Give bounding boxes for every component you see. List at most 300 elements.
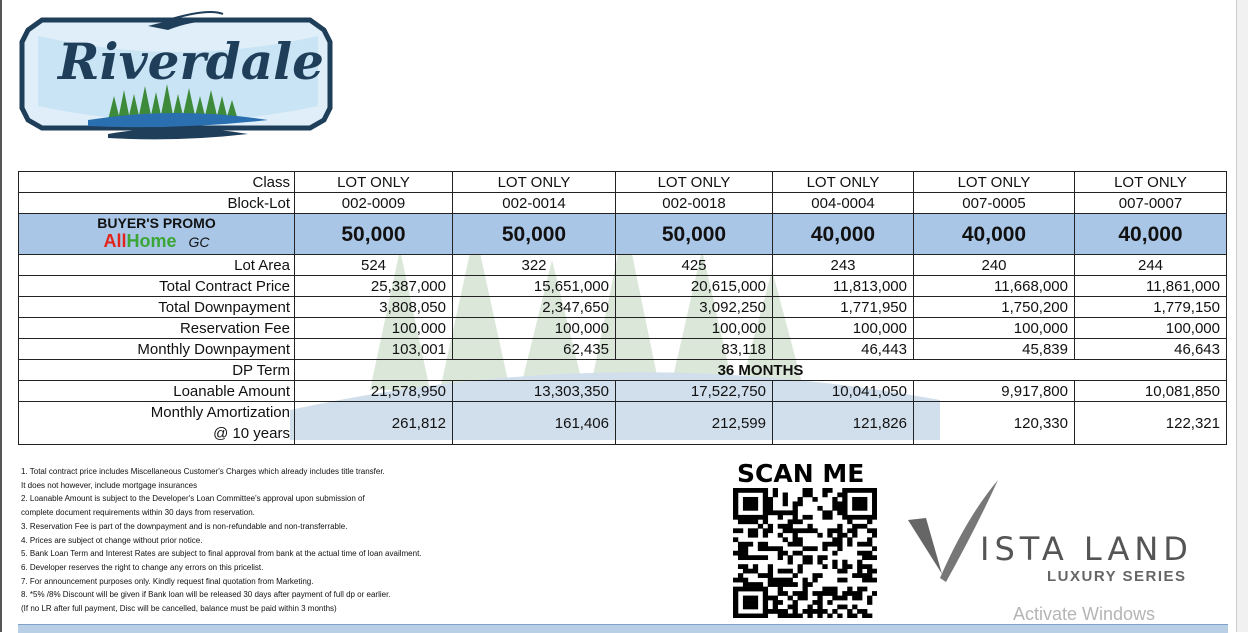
qr-module	[822, 555, 827, 560]
label-loanable: Loanable Amount	[19, 381, 295, 402]
qr-module	[773, 605, 778, 610]
note-line: (If no LR after full payment, Disc will be cancelled, balance must be paid within 3 months)	[21, 604, 337, 614]
qr-module	[778, 587, 783, 592]
qr-module	[803, 591, 808, 596]
qr-module	[753, 600, 758, 605]
brand-home: Home	[126, 231, 177, 251]
qr-module	[852, 488, 857, 493]
qr-module	[857, 591, 862, 596]
qr-module	[852, 506, 857, 511]
row-total-downpayment	[19, 297, 1227, 318]
qr-module	[733, 501, 738, 506]
qr-module	[783, 537, 788, 542]
qr-module	[857, 573, 862, 578]
qr-module	[832, 564, 837, 569]
qr-module	[753, 582, 758, 587]
qr-module	[768, 564, 773, 569]
qr-module	[793, 605, 798, 610]
qr-module	[862, 524, 867, 529]
qr-module	[788, 524, 793, 529]
qr-module	[857, 515, 862, 520]
row-class	[19, 172, 1227, 193]
qr-module	[793, 600, 798, 605]
qr-module	[763, 573, 768, 578]
qr-module	[852, 497, 857, 502]
qr-module	[733, 578, 738, 583]
qr-module	[758, 546, 763, 551]
qr-module	[743, 587, 748, 592]
qr-module	[798, 542, 803, 547]
qr-module	[872, 546, 877, 551]
qr-module	[743, 501, 748, 506]
cell-loanable: 10,081,850	[1075, 381, 1227, 402]
qr-module	[733, 587, 738, 592]
qr-module	[798, 564, 803, 569]
qr-module	[867, 596, 872, 601]
qr-module	[758, 488, 763, 493]
qr-module	[768, 569, 773, 574]
qr-module	[862, 614, 867, 618]
cell-tcp: 15,651,000	[453, 276, 616, 297]
qr-module	[768, 573, 773, 578]
qr-module	[857, 560, 862, 565]
qr-module	[788, 519, 793, 524]
qr-module	[738, 528, 743, 533]
cell-monthly-dp: 103,001	[295, 339, 453, 360]
qr-module	[867, 519, 872, 524]
qr-module	[748, 528, 753, 533]
qr-module	[788, 578, 793, 583]
qr-module	[837, 542, 842, 547]
qr-module	[857, 564, 862, 569]
row-buyers-promo	[19, 214, 1227, 255]
qr-module	[817, 605, 822, 610]
qr-module	[768, 497, 773, 502]
qr-module	[748, 497, 753, 502]
qr-module	[783, 582, 788, 587]
cell-reservation: 100,000	[453, 318, 616, 339]
qr-module	[872, 506, 877, 511]
logo-wordmark: Riverdale	[58, 32, 324, 91]
qr-module	[837, 605, 842, 610]
qr-module	[743, 569, 748, 574]
qr-module	[743, 578, 748, 583]
qr-module	[798, 501, 803, 506]
cell-loanable: 10,041,050	[773, 381, 914, 402]
label-reservation: Reservation Fee	[19, 318, 295, 339]
qr-module	[832, 551, 837, 556]
note-line: 6. Developer reserves the right to change any errors on this pricelist.	[21, 562, 264, 572]
qr-module	[748, 614, 753, 618]
cell-tdp: 1,750,200	[914, 297, 1075, 318]
qr-module	[817, 614, 822, 618]
qr-module	[753, 587, 758, 592]
cell-amort: 161,406	[453, 402, 616, 445]
qr-module	[857, 488, 862, 493]
qr-module	[817, 596, 822, 601]
qr-module	[783, 524, 788, 529]
qr-module	[788, 510, 793, 515]
qr-module	[778, 569, 783, 574]
cell-amort: 212,599	[616, 402, 773, 445]
qr-module	[733, 510, 738, 515]
qr-module	[803, 492, 808, 497]
cell-block-lot: 007-0007	[1075, 193, 1227, 214]
qr-module	[803, 609, 808, 614]
note-line: 8. *5% /8% Discount will be given if Bank loan will be released 30 days after payment of full dp or earlier.	[21, 590, 391, 600]
qr-module	[773, 609, 778, 614]
qr-module	[812, 573, 817, 578]
qr-module	[733, 605, 738, 610]
qr-module	[847, 528, 852, 533]
qr-module	[748, 501, 753, 506]
qr-module	[803, 515, 808, 520]
qr-module	[738, 546, 743, 551]
qr-module	[763, 488, 768, 493]
qr-module	[852, 596, 857, 601]
qr-module	[837, 533, 842, 538]
qr-module	[738, 564, 743, 569]
qr-module	[743, 614, 748, 618]
qr-module	[872, 555, 877, 560]
qr-module	[783, 551, 788, 556]
cell-class: LOT ONLY	[616, 172, 773, 193]
qr-module	[753, 564, 758, 569]
cell-tcp: 11,668,000	[914, 276, 1075, 297]
cell-loanable: 21,578,950	[295, 381, 453, 402]
qr-module	[867, 488, 872, 493]
qr-module	[788, 555, 793, 560]
cell-lot-area: 322	[453, 255, 616, 276]
qr-module	[872, 492, 877, 497]
cell-lot-area: 243	[773, 255, 914, 276]
label-amortization	[19, 402, 295, 445]
qr-module	[798, 528, 803, 533]
qr-module	[778, 614, 783, 618]
brand-all: All	[103, 231, 127, 251]
qr-module	[847, 519, 852, 524]
qr-module	[867, 528, 872, 533]
qr-module	[793, 542, 798, 547]
qr-module	[837, 537, 842, 542]
qr-module	[743, 555, 748, 560]
qr-module	[837, 546, 842, 551]
qr-module	[753, 528, 758, 533]
qr-module	[817, 573, 822, 578]
qr-module	[817, 591, 822, 596]
cell-promo: 40,000	[773, 214, 914, 255]
qr-module	[753, 533, 758, 538]
qr-module	[748, 533, 753, 538]
qr-module	[862, 587, 867, 592]
qr-module	[847, 542, 852, 547]
qr-module	[743, 497, 748, 502]
qr-module	[778, 578, 783, 583]
qr-module	[872, 488, 877, 493]
qr-module	[758, 515, 763, 520]
qr-module	[753, 555, 758, 560]
qr-module	[867, 537, 872, 542]
cell-promo: 40,000	[1075, 214, 1227, 255]
qr-module	[748, 488, 753, 493]
qr-module	[862, 609, 867, 614]
qr-module	[837, 506, 842, 511]
note-line: 3. Reservation Fee is part of the downpayment and is non-refundable and non-transferrable.	[21, 521, 348, 531]
note-line: 5. Bank Loan Term and Interest Rates are subject to final approval from bank at the actual time of loan availment.	[21, 549, 422, 559]
qr-module	[758, 542, 763, 547]
qr-module	[773, 546, 778, 551]
qr-module	[738, 573, 743, 578]
qr-module	[768, 506, 773, 511]
qr-module	[822, 546, 827, 551]
cell-reservation: 100,000	[295, 318, 453, 339]
qr-module	[847, 488, 852, 493]
qr-module	[857, 551, 862, 556]
qr-module	[842, 605, 847, 610]
qr-module	[738, 614, 743, 618]
qr-module	[827, 591, 832, 596]
qr-module	[748, 569, 753, 574]
qr-module	[857, 542, 862, 547]
qr-module	[817, 560, 822, 565]
qr-module	[743, 515, 748, 520]
riverdale-logo	[18, 8, 336, 144]
qr-module	[758, 555, 763, 560]
qr-module	[733, 600, 738, 605]
cell-tdp: 3,092,250	[616, 297, 773, 318]
qr-module	[778, 515, 783, 520]
qr-module	[847, 614, 852, 618]
qr-module	[867, 614, 872, 618]
right-scroll-edge	[1236, 0, 1248, 632]
qr-module	[852, 524, 857, 529]
qr-module	[778, 582, 783, 587]
qr-module	[763, 542, 768, 547]
qr-module	[862, 506, 867, 511]
qr-module	[867, 515, 872, 520]
cell-loanable: 17,522,750	[616, 381, 773, 402]
qr-module	[837, 492, 842, 497]
qr-module	[748, 555, 753, 560]
qr-module	[862, 573, 867, 578]
row-monthly-downpayment	[19, 339, 1227, 360]
qr-module	[738, 515, 743, 520]
qr-module	[852, 533, 857, 538]
qr-module	[827, 614, 832, 618]
qr-module	[753, 614, 758, 618]
qr-module	[812, 528, 817, 533]
qr-module	[758, 582, 763, 587]
qr-module	[803, 560, 808, 565]
qr-module	[872, 578, 877, 583]
qr-module	[733, 537, 738, 542]
qr-module	[753, 506, 758, 511]
qr-module	[798, 614, 803, 618]
qr-module	[743, 546, 748, 551]
qr-module	[842, 497, 847, 502]
qr-module	[738, 555, 743, 560]
qr-module	[827, 533, 832, 538]
qr-module	[827, 515, 832, 520]
footnotes	[21, 465, 491, 616]
qr-module	[857, 524, 862, 529]
qr-module	[842, 510, 847, 515]
cell-promo: 40,000	[914, 214, 1075, 255]
qr-module	[867, 564, 872, 569]
qr-module	[842, 578, 847, 583]
left-border	[0, 0, 2, 632]
cell-class: LOT ONLY	[1075, 172, 1227, 193]
note-line: 7. For announcement purposes only. Kindly request final quotation from Marketing.	[21, 576, 314, 586]
qr-module	[743, 564, 748, 569]
qr-module	[847, 564, 852, 569]
qr-module	[763, 614, 768, 618]
label-lot-area: Lot Area	[19, 255, 295, 276]
qr-module	[763, 501, 768, 506]
qr-module	[793, 506, 798, 511]
qr-module	[748, 596, 753, 601]
qr-module	[822, 564, 827, 569]
cell-monthly-dp: 62,435	[453, 339, 616, 360]
qr-module	[817, 555, 822, 560]
qr-module	[832, 497, 837, 502]
cell-monthly-dp: 46,643	[1075, 339, 1227, 360]
row-monthly-amortization	[19, 402, 1227, 445]
qr-module	[763, 605, 768, 610]
qr-module	[832, 591, 837, 596]
qr-module	[803, 596, 808, 601]
qr-module	[733, 497, 738, 502]
qr-module	[738, 587, 743, 592]
qr-module	[743, 605, 748, 610]
qr-module	[738, 551, 743, 556]
qr-module	[852, 591, 857, 596]
qr-module	[793, 515, 798, 520]
cell-class: LOT ONLY	[773, 172, 914, 193]
qr-module	[832, 560, 837, 565]
qr-module	[867, 578, 872, 583]
cell-lot-area: 425	[616, 255, 773, 276]
cell-amort: 120,330	[914, 402, 1075, 445]
row-total-contract-price	[19, 276, 1227, 297]
qr-module	[758, 573, 763, 578]
note-line: 1. Total contract price includes Miscellaneous Customer's Charges which already includes title transfer.	[21, 467, 385, 476]
qr-module	[733, 492, 738, 497]
qr-module	[842, 596, 847, 601]
qr-module	[763, 546, 768, 551]
qr-module	[783, 501, 788, 506]
qr-module	[763, 555, 768, 560]
qr-module	[837, 578, 842, 583]
cell-tdp: 3,808,050	[295, 297, 453, 318]
qr-module	[768, 609, 773, 614]
cell-class: LOT ONLY	[914, 172, 1075, 193]
cell-monthly-dp: 46,443	[773, 339, 914, 360]
qr-module	[753, 569, 758, 574]
cell-monthly-dp: 83,118	[616, 339, 773, 360]
qr-module	[857, 501, 862, 506]
note-line: 4. Prices are subject ot change without prior notice.	[21, 535, 203, 545]
qr-module	[753, 488, 758, 493]
qr-module	[783, 528, 788, 533]
qr-module	[743, 488, 748, 493]
qr-module	[807, 546, 812, 551]
qr-module	[778, 600, 783, 605]
qr-module	[867, 551, 872, 556]
qr-module	[788, 542, 793, 547]
qr-module	[832, 537, 837, 542]
qr-module	[793, 609, 798, 614]
cell-promo: 50,000	[616, 214, 773, 255]
cell-tcp: 11,861,000	[1075, 276, 1227, 297]
qr-module	[778, 551, 783, 556]
qr-module	[763, 506, 768, 511]
cell-tcp: 25,387,000	[295, 276, 453, 297]
qr-module	[857, 596, 862, 601]
qr-module	[733, 506, 738, 511]
qr-module	[803, 587, 808, 592]
qr-module	[733, 528, 738, 533]
qr-module	[773, 510, 778, 515]
qr-module	[743, 551, 748, 556]
qr-module	[862, 515, 867, 520]
cell-block-lot: 002-0014	[453, 193, 616, 214]
qr-module	[862, 555, 867, 560]
qr-module	[862, 542, 867, 547]
qr-module	[763, 515, 768, 520]
qr-module	[857, 497, 862, 502]
qr-module	[773, 596, 778, 601]
qr-module	[743, 519, 748, 524]
qr-module	[793, 582, 798, 587]
qr-module	[852, 501, 857, 506]
qr-module	[817, 600, 822, 605]
qr-module	[778, 533, 783, 538]
qr-module	[733, 614, 738, 618]
qr-module	[743, 506, 748, 511]
qr-module	[788, 528, 793, 533]
vista-land-wordmark: ISTA LAND	[980, 530, 1193, 568]
qr-module	[867, 600, 872, 605]
cell-class: LOT ONLY	[453, 172, 616, 193]
qr-module	[827, 587, 832, 592]
qr-module	[803, 582, 808, 587]
qr-module	[768, 578, 773, 583]
qr-module	[748, 506, 753, 511]
qr-module	[832, 609, 837, 614]
cell-reservation: 100,000	[1075, 318, 1227, 339]
qr-module	[783, 578, 788, 583]
qr-module	[822, 492, 827, 497]
qr-code[interactable]	[733, 488, 877, 618]
qr-module	[837, 528, 842, 533]
qr-module	[847, 591, 852, 596]
qr-module	[807, 488, 812, 493]
qr-module	[822, 542, 827, 547]
qr-module	[807, 614, 812, 618]
qr-module	[847, 515, 852, 520]
label-class: Class	[19, 172, 295, 193]
qr-module	[842, 591, 847, 596]
qr-module	[867, 573, 872, 578]
qr-module	[842, 506, 847, 511]
qr-module	[763, 519, 768, 524]
qr-module	[798, 519, 803, 524]
qr-module	[822, 587, 827, 592]
qr-module	[763, 510, 768, 515]
cell-dp-term: 36 MONTHS	[295, 360, 1227, 381]
qr-module	[793, 573, 798, 578]
